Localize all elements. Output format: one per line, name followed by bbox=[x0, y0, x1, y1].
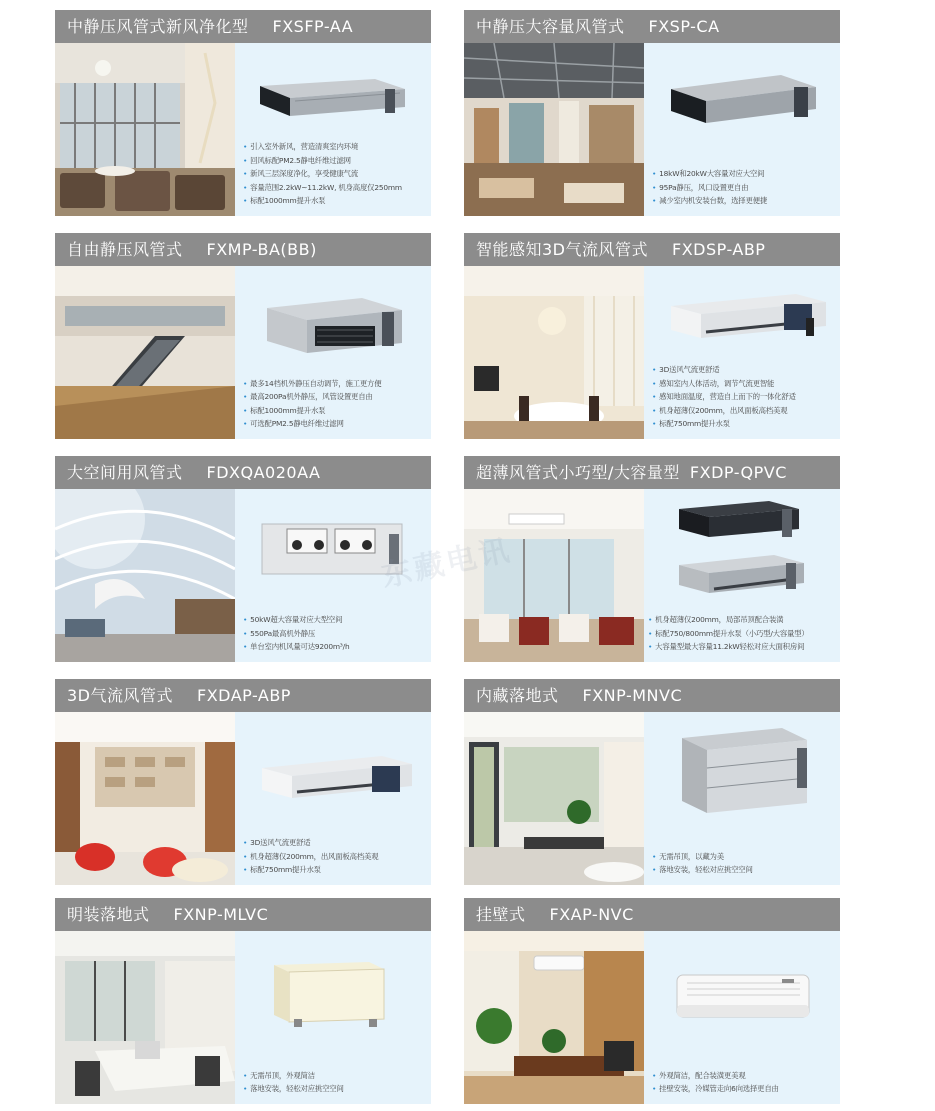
card-title-bar bbox=[55, 10, 431, 43]
product-model: FDXQA020AA bbox=[206, 463, 321, 482]
feature-item: • 机身超薄仅200mm，局部吊顶配合装潢 bbox=[648, 615, 784, 625]
3d-airflow-ducted-unit-image bbox=[257, 750, 417, 805]
feature-item: • 机身超薄仅200mm，出风面板高档美观 bbox=[243, 851, 379, 861]
ducted-unit-image bbox=[255, 71, 415, 121]
feature-list bbox=[243, 140, 402, 208]
feature-item: • 回风标配PM2.5静电纤维过滤网 bbox=[243, 155, 351, 165]
card-title-bar bbox=[55, 233, 431, 266]
product-card-fxsfp-aa bbox=[55, 10, 431, 216]
feature-item: • 减少室内机安装台数，选择更便捷 bbox=[652, 196, 768, 206]
watermark-text: 东藏电讯 bbox=[378, 532, 515, 595]
card-title-bar bbox=[55, 898, 431, 931]
product-card-fxap-nvc bbox=[464, 898, 840, 1104]
product-model: FXNP-MNVC bbox=[582, 686, 683, 705]
product-info-panel bbox=[644, 931, 840, 1104]
product-model: FXAP-NVC bbox=[549, 905, 634, 924]
feature-item: • 挂壁安装，冷媒管走向6向选择更自由 bbox=[652, 1084, 779, 1094]
card-title-bar bbox=[464, 10, 840, 43]
feature-item: • 新风三层深度净化，享受健康气流 bbox=[243, 169, 359, 179]
product-info-panel bbox=[644, 712, 840, 885]
product-category: 中静压大容量风管式 bbox=[476, 17, 625, 36]
product-category: 超薄风管式小巧型/大容量型 bbox=[476, 463, 680, 482]
card-title-bar bbox=[464, 456, 840, 489]
product-category: 内藏落地式 bbox=[476, 686, 559, 705]
product-card-fxnp-mlvc bbox=[55, 898, 431, 1104]
product-category: 明装落地式 bbox=[67, 905, 150, 924]
thin-ducted-unit-compact-image bbox=[674, 495, 804, 545]
product-category: 中静压风管式新风净化型 bbox=[67, 17, 249, 36]
slim-ducted-unit-image bbox=[666, 288, 831, 348]
card-title-bar bbox=[464, 898, 840, 931]
feature-item: • 标配1000mm提升水泵 bbox=[243, 405, 326, 415]
product-model: FXSFP-AA bbox=[272, 17, 354, 36]
feature-item: • 标配1000mm提升水泵 bbox=[243, 196, 326, 206]
product-card-fdxqa020aa bbox=[55, 456, 431, 662]
scene-photo-lounge bbox=[55, 43, 235, 216]
product-info-panel bbox=[235, 489, 431, 662]
product-card-fxsp-ca bbox=[464, 10, 840, 216]
product-model: FXMP-BA(BB) bbox=[206, 240, 317, 259]
feature-item: • 落地安装，轻松对应挑空空间 bbox=[243, 1084, 344, 1094]
card-title-bar bbox=[55, 456, 431, 489]
scene-photo-atrium bbox=[55, 489, 235, 662]
ducted-unit-image bbox=[257, 288, 417, 358]
product-category: 自由静压风管式 bbox=[67, 240, 183, 259]
large-ducted-unit-image bbox=[666, 67, 826, 127]
product-info-panel bbox=[235, 43, 431, 216]
feature-item: • 标配750mm提升水泵 bbox=[243, 865, 321, 875]
product-model: FXNP-MLVC bbox=[173, 905, 269, 924]
thin-ducted-unit-large-image bbox=[674, 549, 809, 599]
product-card-fxdsp-abp bbox=[464, 233, 840, 439]
feature-item: • 大容量型最大容量11.2kW轻松对应大面积房间 bbox=[648, 642, 805, 652]
product-card-fxmp-ba bbox=[55, 233, 431, 439]
feature-list bbox=[243, 613, 349, 654]
feature-item: • 3D送风气流更舒适 bbox=[652, 365, 720, 375]
feature-item: • 50kW超大容量对应大型空间 bbox=[243, 615, 343, 625]
card-title-bar bbox=[464, 233, 840, 266]
feature-item: • 标配750/800mm提升水泵（小巧型/大容量型） bbox=[648, 628, 809, 638]
scene-photo-mall-escalator bbox=[55, 266, 235, 439]
product-model: FXDP-QPVC bbox=[689, 463, 787, 482]
card-title-bar bbox=[55, 679, 431, 712]
feature-list bbox=[243, 1069, 344, 1096]
product-category: 智能感知3D气流风管式 bbox=[476, 240, 649, 259]
scene-photo-office-lounge bbox=[464, 489, 644, 662]
product-category: 3D气流风管式 bbox=[67, 686, 174, 705]
product-category: 大空间用风管式 bbox=[67, 463, 183, 482]
feature-item: • 3D送风气流更舒适 bbox=[243, 838, 311, 848]
scene-photo-reception bbox=[55, 712, 235, 885]
feature-item: • 感知室内人体活动，调节气流更智能 bbox=[652, 378, 775, 388]
product-card-fxnp-mnvc bbox=[464, 679, 840, 885]
feature-list bbox=[243, 377, 381, 431]
feature-list bbox=[652, 167, 767, 208]
feature-list bbox=[652, 363, 796, 431]
feature-list bbox=[652, 1069, 779, 1096]
product-info-panel bbox=[235, 266, 431, 439]
exposed-floor-unit-image bbox=[269, 957, 389, 1032]
feature-item: • 标配750mm提升水泵 bbox=[652, 419, 730, 429]
product-info-panel bbox=[644, 266, 840, 439]
feature-item: • 最多14档机外静压自动调节，施工更方便 bbox=[243, 378, 382, 388]
feature-item: • 18kW和20kW大容量对应大空间 bbox=[652, 169, 765, 179]
scene-photo-store bbox=[464, 43, 644, 216]
feature-item: • 引入室外新风，营造清爽室内环境 bbox=[243, 142, 359, 152]
large-space-unit-image bbox=[257, 519, 412, 579]
product-category: 挂壁式 bbox=[476, 905, 526, 924]
scene-photo-office bbox=[55, 931, 235, 1104]
feature-item: • 落地安装，轻松对应挑空空间 bbox=[652, 865, 753, 875]
feature-list bbox=[243, 836, 378, 877]
feature-item: • 最高200Pa机外静压，风管设置更自由 bbox=[243, 392, 373, 402]
product-card-fxdp-qpvc bbox=[464, 456, 840, 662]
feature-list bbox=[648, 613, 809, 654]
product-info-panel bbox=[235, 712, 431, 885]
product-info-panel bbox=[644, 43, 840, 216]
feature-item: • 感知地面温度，营造自上而下的一体化舒适 bbox=[652, 392, 796, 402]
scene-photo-executive-office bbox=[464, 931, 644, 1104]
product-info-panel bbox=[644, 489, 840, 662]
feature-item: • 外观简洁，配合装潢更美观 bbox=[652, 1070, 746, 1080]
wall-mounted-unit-image bbox=[672, 967, 817, 1027]
feature-list bbox=[652, 850, 753, 877]
concealed-floor-unit-image bbox=[672, 718, 817, 818]
feature-item: • 550Pa最高机外静压 bbox=[243, 628, 316, 638]
product-model: FXDAP-ABP bbox=[197, 686, 291, 705]
feature-item: • 可选配PM2.5静电纤维过滤网 bbox=[243, 419, 344, 429]
feature-item: • 95Pa静压，风口设置更自由 bbox=[652, 182, 749, 192]
feature-item: • 单台室内机风量可达9200m³/h bbox=[243, 642, 350, 652]
product-info-panel bbox=[235, 931, 431, 1104]
feature-item: • 容量范围2.2kW~11.2kW, 机身高度仅250mm bbox=[243, 182, 402, 192]
product-card-fxdap-abp bbox=[55, 679, 431, 885]
product-model: FXSP-CA bbox=[648, 17, 720, 36]
feature-item: • 无需吊顶，外观简洁 bbox=[243, 1070, 315, 1080]
scene-photo-meeting-room bbox=[464, 712, 644, 885]
feature-item: • 机身超薄仅200mm，出风面板高档美观 bbox=[652, 405, 788, 415]
product-model: FXDSP-ABP bbox=[672, 240, 766, 259]
feature-item: • 无需吊顶，以藏为美 bbox=[652, 851, 724, 861]
card-title-bar bbox=[464, 679, 840, 712]
scene-photo-dining-room bbox=[464, 266, 644, 439]
